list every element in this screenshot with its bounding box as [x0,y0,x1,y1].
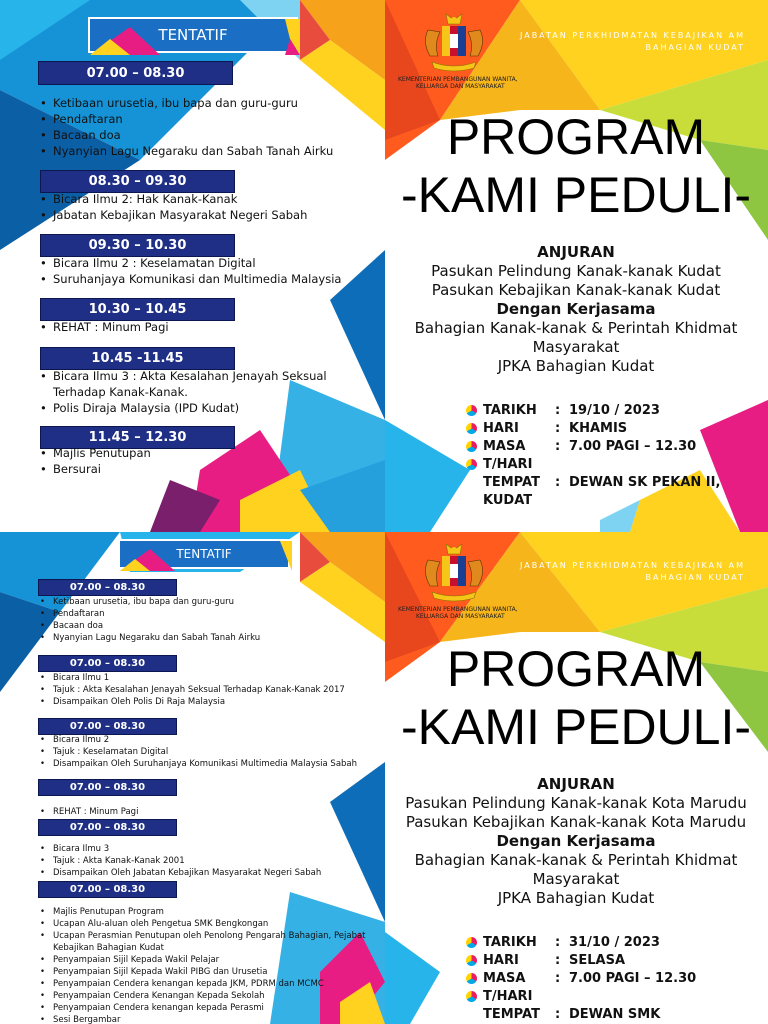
slot-3-items [38,255,358,287]
bullet-dot-icon [466,937,477,948]
time-slot-3: 09.30 – 10.30 [40,234,235,257]
list-item: • Tajuk : Akta Kesalahan Jenayah Seksual Terhadap Kanak-Kanak 2017 [38,684,378,696]
detail-key: TARIKH [483,403,537,418]
program-title [384,640,768,756]
slot-1-items [38,95,358,159]
agency-line-2: BAHAGIAN KUDAT [645,573,745,582]
event-details [466,402,766,510]
time-slot-1: 07.00 – 08.30 [38,579,177,596]
list-item: • Majlis Penutupan [38,445,358,461]
bullet-dot-icon [466,991,477,1002]
ministry-line-1: KEMENTERIAN PEMBANGUNAN WANITA, [398,606,518,613]
list-item: • Majlis Penutupan Program [38,906,383,918]
slot-5-items [38,368,358,416]
title-line-1: PROGRAM [446,109,706,165]
list-item: • Bicara Ilmu 2 : Keselamatan Digital [38,255,358,271]
tentatif-header [118,539,290,569]
list-item: • Penyampaian Sijil Kepada Wakil PIBG dan Urusetia [38,966,383,978]
program-title [384,108,768,224]
kerjasama-line-1: Bahagian Kanak-kanak & Perintah Khidmat [414,851,738,869]
kerjasama-label: Dengan Kerjasama [496,300,656,318]
slot-6-items [38,445,358,477]
detail-value: KHAMIS [569,421,628,436]
bullet-dot-icon [466,405,477,416]
list-item: • Nyanyian Lagu Negaraku dan Sabah Tanah Airku [38,143,358,159]
ministry-line-1: KEMENTERIAN PEMBANGUNAN WANITA, [398,76,518,83]
detail-key: MASA [483,971,526,986]
detail-overflow: KUDAT [483,493,533,508]
list-item: • Penyampaian Cendera kenangan kepada JKM, PDRM dan MCMC [38,978,383,990]
list-item: • Ketibaan urusetia, ibu bapa dan guru-guru [38,95,358,111]
list-item: • Bicara Ilmu 1 [38,672,378,684]
detail-value: 7.00 PAGI – 12.30 [569,971,697,986]
tentatif-label: TENTATIF [158,26,228,44]
slot-2-items [38,672,378,708]
malaysia-coat-of-arms-icon [418,12,490,74]
detail-row-masa: MASA : 7.00 PAGI – 12.30 [466,438,766,456]
detail-value: 31/10 / 2023 [569,935,660,950]
list-item: • Polis Diraja Malaysia (IPD Kudat) [38,400,358,416]
tentatif-header [88,17,298,53]
list-item: • Pendaftaran [38,111,358,127]
kerjasama-line-1: Bahagian Kanak-kanak & Perintah Khidmat [414,319,738,337]
ministry-name [398,606,518,620]
slot-3-items [38,734,378,770]
detail-row-overflow [466,492,766,510]
anjuran-label: ANJURAN [537,243,615,261]
list-item: • Penyampaian Cendera Kenangan Kepada Sekolah [38,990,383,1002]
anjuran-line-1: Pasukan Pelindung Kanak-kanak Kota Marudu [405,794,747,812]
agency-line-1: JABATAN PERKHIDMATAN KEBAJIKAN AM [520,561,745,570]
detail-key: T/HARI [483,457,533,472]
list-item: • Tajuk : Akta Kanak-Kanak 2001 [38,855,378,867]
detail-row-thari [466,456,766,474]
detail-row-thari [466,988,766,1006]
list-item: • Ucapan Alu-aluan oleh Pengetua SMK Bengkongan [38,918,383,930]
title-line-2: -KAMI PEDULI- [400,167,752,223]
time-slot-5: 10.45 -11.45 [40,347,235,370]
slot-6-items [38,906,383,1024]
time-slot-5: 07.00 – 08.30 [38,819,177,836]
list-item: • REHAT : Minum Pagi [38,806,378,818]
bullet-dot-icon [466,441,477,452]
detail-key: TEMPAT [483,475,540,490]
list-item: • Bicara Ilmu 2 [38,734,378,746]
time-slot-1: 07.00 – 08.30 [38,61,233,85]
list-item: • Bicara Ilmu 3 : Akta Kesalahan Jenayah Seksual Terhadap Kanak-Kanak. [38,368,358,400]
detail-value: DEWAN SK PEKAN II, [569,475,721,490]
time-slot-6: 11.45 – 12.30 [40,426,235,449]
anjuran-label: ANJURAN [537,775,615,793]
list-item: • Nyanyian Lagu Negaraku dan Sabah Tanah Airku [38,632,378,644]
list-item: • Suruhanjaya Komunikasi dan Multimedia Malaysia [38,271,358,287]
ministry-line-2: KELUARGA DAN MASYARAKAT [416,83,505,90]
list-item: • Bicara Ilmu 2: Hak Kanak-Kanak [38,191,358,207]
detail-key: HARI [483,421,519,436]
title-line-2: -KAMI PEDULI- [400,699,752,755]
detail-row-tempat: TEMPAT : DEWAN SMK [466,1006,766,1024]
detail-key: HARI [483,953,519,968]
list-item: • Sesi Bergambar [38,1014,383,1024]
detail-row-tarikh: TARIKH : 19/10 / 2023 [466,402,766,420]
bullet-dot-icon [466,459,477,470]
slot-4-items [38,806,378,818]
organizer-info [384,243,768,376]
anjuran-line-1: Pasukan Pelindung Kanak-kanak Kudat [431,262,721,280]
kerjasama-line-3: JPKA Bahagian Kudat [497,357,655,375]
detail-row-tempat: TEMPAT : DEWAN SK PEKAN II, [466,474,766,492]
ministry-line-2: KELUARGA DAN MASYARAKAT [416,613,505,620]
detail-value: 19/10 / 2023 [569,403,660,418]
list-item: • Ucapan Perasmian Penutupan oleh Penolong Pengarah Bahagian, Pejabat Kebajikan Bahagian Kudat [38,930,383,954]
list-item: • Disampaikan Oleh Polis Di Raja Malaysia [38,696,378,708]
detail-row-hari: HARI : SELASA [466,952,766,970]
detail-value: SELASA [569,953,626,968]
slot-2-items [38,191,358,223]
list-item: • Disampaikan Oleh Jabatan Kebajikan Masyarakat Negeri Sabah [38,867,378,879]
list-item: • Ketibaan urusetia, ibu bapa dan guru-guru [38,596,378,608]
slot-4-items [38,319,358,335]
slot-1-items [38,596,378,644]
list-item: • Bicara Ilmu 3 [38,843,378,855]
detail-key: TEMPAT [483,1007,540,1022]
kerjasama-line-2: Masyarakat [532,338,620,356]
detail-row-tarikh: TARIKH : 31/10 / 2023 [466,934,766,952]
organizer-info [384,775,768,908]
ministry-name [398,76,518,90]
bullet-dot-icon [466,955,477,966]
list-item: • Bersurai [38,461,358,477]
time-slot-4: 10.30 – 10.45 [40,298,235,321]
event-details [466,934,766,1024]
time-slot-2: 07.00 – 08.30 [38,655,177,672]
list-item: • Pendaftaran [38,608,378,620]
agency-line-2: BAHAGIAN KUDAT [645,43,745,52]
agency-line-1: JABATAN PERKHIDMATAN KEBAJIKAN AM [520,31,745,40]
title-line-1: PROGRAM [446,641,706,697]
list-item: • Disampaikan Oleh Suruhanjaya Komunikasi Multimedia Malaysia Sabah [38,758,378,770]
list-item: • Penyampaian Cendera kenangan kepada Perasmi [38,1002,383,1014]
kerjasama-line-3: JPKA Bahagian Kudat [497,889,655,907]
list-item: • Jabatan Kebajikan Masyarakat Negeri Sabah [38,207,358,223]
detail-value: 7.00 PAGI – 12.30 [569,439,697,454]
time-slot-2: 08.30 – 09.30 [40,170,235,193]
time-slot-3: 07.00 – 08.30 [38,718,177,735]
bullet-dot-icon [466,423,477,434]
list-item: • Bacaan doa [38,127,358,143]
agency-name [500,30,745,54]
list-item: • Bacaan doa [38,620,378,632]
detail-key: MASA [483,439,526,454]
time-slot-4: 07.00 – 08.30 [38,779,177,796]
list-item: • Tajuk : Keselamatan Digital [38,746,378,758]
detail-key: TARIKH [483,935,537,950]
detail-row-masa: MASA : 7.00 PAGI – 12.30 [466,970,766,988]
anjuran-line-2: Pasukan Kebajikan Kanak-kanak Kota Marudu [405,813,747,831]
kerjasama-line-2: Masyarakat [532,870,620,888]
bullet-dot-icon [466,973,477,984]
detail-row-hari: HARI : KHAMIS [466,420,766,438]
detail-key: T/HARI [483,989,533,1004]
list-item: • Penyampaian Sijil Kepada Wakil Pelajar [38,954,383,966]
detail-value: DEWAN SMK [569,1007,661,1022]
agency-name [500,560,745,584]
time-slot-6: 07.00 – 08.30 [38,881,177,898]
kerjasama-label: Dengan Kerjasama [496,832,656,850]
list-item: • REHAT : Minum Pagi [38,319,358,335]
program-poster-kota-marudu [0,532,768,1024]
tentatif-label: TENTATIF [176,547,232,561]
slot-5-items [38,843,378,879]
anjuran-line-2: Pasukan Kebajikan Kanak-kanak Kudat [431,281,721,299]
malaysia-coat-of-arms-icon [418,542,490,604]
